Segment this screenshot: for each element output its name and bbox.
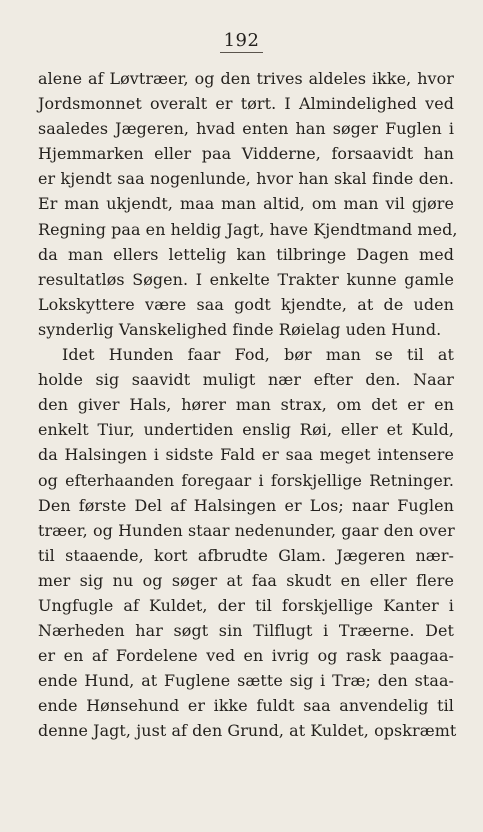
- text-line: er kjendt saa nogenlunde, hvor han skal finde den.: [38, 169, 454, 189]
- text-line: holde sig saavidt muligt nær efter den. Naar: [38, 370, 454, 390]
- text-line: mer sig nu og søger at faa skudt en eller flere: [38, 570, 454, 590]
- text-line: ende Hund, at Fuglene sætte sig i Træ; den staa-: [38, 671, 454, 691]
- text-line: saaledes Jægeren, hvad enten han søger Fuglen i: [38, 119, 454, 139]
- text-line: enkelt Tiur, undertiden enslig Røi, eller et Kuld,: [38, 420, 454, 440]
- text-line: Den første Del af Halsingen er Los; naar Fuglen: [38, 495, 454, 515]
- text-line: resultatløs Søgen. I enkelte Trakter kunne gamle: [38, 269, 454, 289]
- text-line: den giver Hals, hører man strax, om det er en: [38, 395, 454, 415]
- text-line: Jordsmonnet overalt er tørt. I Almindelighed ved: [38, 94, 454, 114]
- text-line: og efterhaanden foregaar i forskjellige Retninger.: [38, 470, 454, 490]
- text-line: synderlig Vanskelighed finde Røielag uden Hund.: [38, 319, 442, 339]
- text-line: ende Hønsehund er ikke fuldt saa anvendelig til: [38, 696, 454, 716]
- text-line: Idet Hunden faar Fod, bør man se til at: [62, 345, 454, 365]
- text-line: Er man ukjendt, maa man altid, om man vil gjøre: [38, 194, 454, 214]
- text-line: til staaende, kort afbrudte Glam. Jægeren nær-: [38, 545, 454, 565]
- body-text: [38, 66, 458, 744]
- text-line: træer, og Hunden staar nedenunder, gaar den over: [38, 520, 455, 540]
- text-line: Lokskyttere være saa godt kjendte, at de uden: [38, 294, 454, 314]
- page-number: [0, 30, 483, 53]
- text-line: denne Jagt, just af den Grund, at Kuldet, opskræmt: [38, 721, 457, 741]
- text-line: da Halsingen i sidste Fald er saa meget intensere: [38, 445, 454, 465]
- text-line: er en af Fordelene ved en ivrig og rask paagaa-: [38, 646, 454, 666]
- text-line: Ungfugle af Kuldet, der til forskjellige Kanter i: [38, 595, 454, 615]
- text-line: da man ellers lettelig kan tilbringe Dagen med: [38, 244, 454, 264]
- page-number-text: 192: [220, 30, 264, 53]
- text-line: Hjemmarken eller paa Vidderne, forsaavidt han: [38, 144, 454, 164]
- text-line: Nærheden har søgt sin Tilflugt i Træerne. Det: [38, 621, 454, 641]
- text-line: alene af Løvtræer, og den trives aldeles ikke, hvor: [38, 69, 454, 88]
- text-line: Regning paa en heldig Jagt, have Kjendtmand med,: [38, 219, 458, 239]
